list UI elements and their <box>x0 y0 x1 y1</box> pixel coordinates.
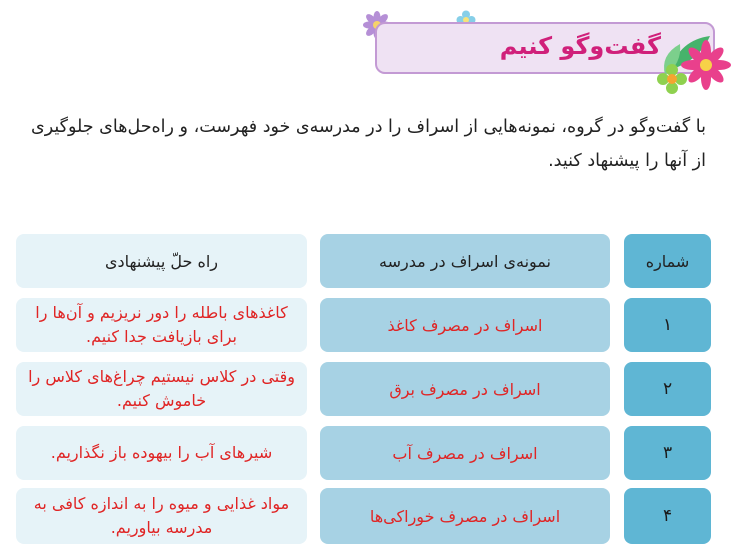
row-number: ۴ <box>624 488 711 544</box>
header-solution: راه حلّ پیشنهادی <box>16 234 307 288</box>
row-number: ۳ <box>624 426 711 480</box>
section-title: گفت‌وگو کنیم <box>499 32 661 60</box>
intro-paragraph: با گفت‌وگو در گروه، نمونه‌هایی از اسراف را در مدرسه‌ی خود فهرست، و راه‌حل‌های جلوگیری از آنها را پیشنهاد کنید. <box>31 117 706 171</box>
row-example: اسراف در مصرف کاغذ <box>320 298 610 352</box>
row-example: اسراف در مصرف برق <box>320 362 610 416</box>
row-solution: شیرهای آب را بیهوده باز نگذاریم. <box>16 426 307 480</box>
row-example: اسراف در مصرف آب <box>320 426 610 480</box>
header-number: شماره <box>624 234 711 288</box>
row-example: اسراف در مصرف خوراکی‌ها <box>320 488 610 544</box>
row-solution: مواد غذایی و میوه را به اندازه کافی به مدرسه بیاوریم. <box>16 488 307 544</box>
flower-bouquet-icon <box>640 30 740 100</box>
row-number: ۲ <box>624 362 711 416</box>
row-solution: وقتی در کلاس نیستیم چراغ‌های کلاس را خاموش کنیم. <box>16 362 307 416</box>
row-solution: کاغذهای باطله را دور نریزیم و آن‌ها را برای بازیافت جدا کنیم. <box>16 298 307 352</box>
row-number: ۱ <box>624 298 711 352</box>
header-example: نمونه‌ی اسراف در مدرسه <box>320 234 610 288</box>
